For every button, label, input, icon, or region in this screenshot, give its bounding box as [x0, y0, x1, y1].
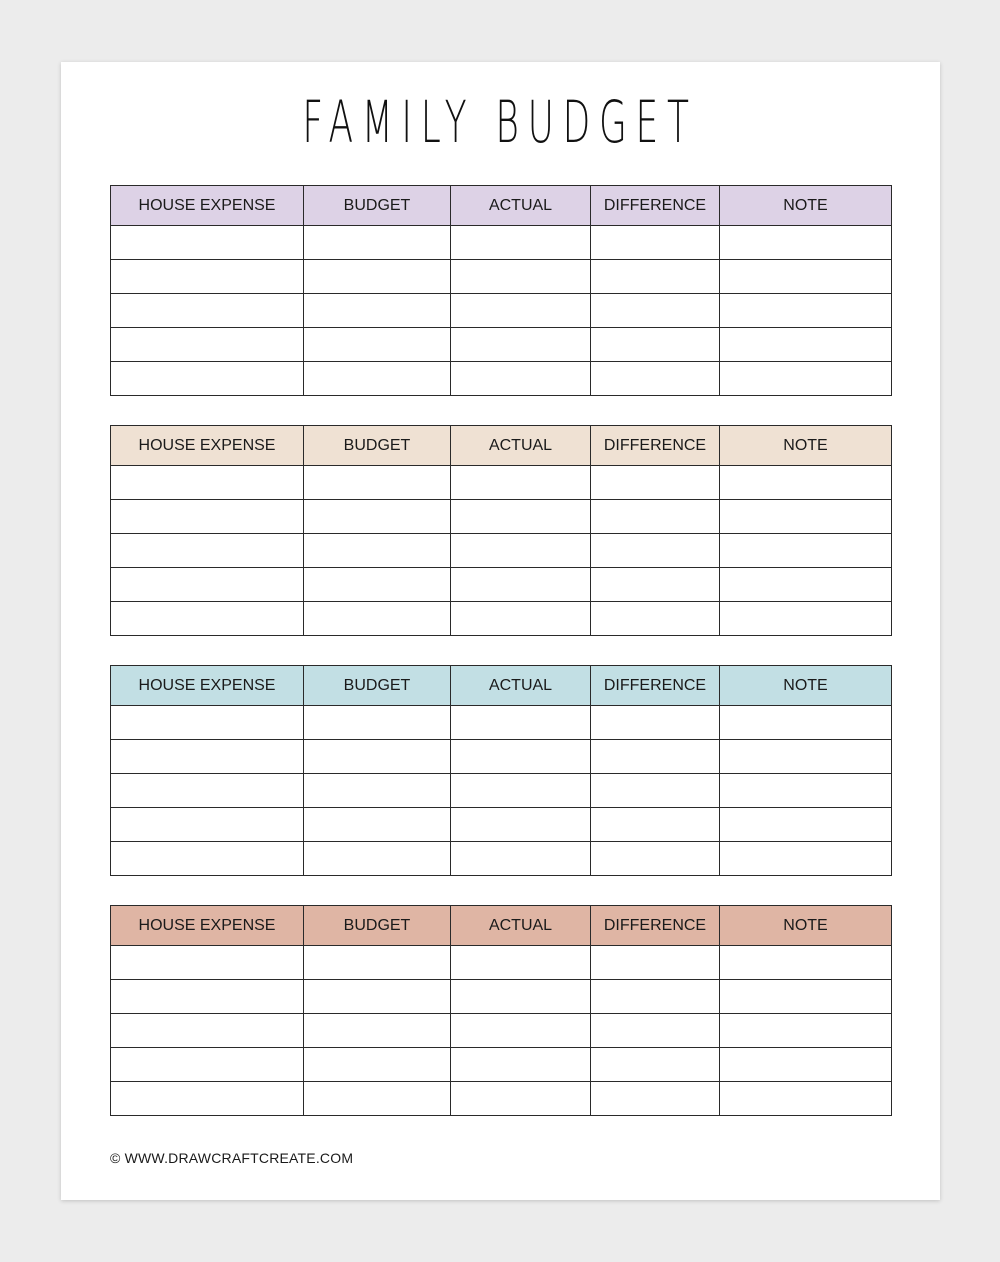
difference-cell[interactable]	[591, 466, 720, 500]
actual-cell[interactable]	[451, 842, 591, 876]
actual-cell[interactable]	[451, 1082, 591, 1116]
difference-cell[interactable]	[591, 362, 720, 396]
table-row	[111, 226, 892, 260]
budget-cell[interactable]	[304, 226, 451, 260]
house-expense-cell[interactable]	[111, 226, 304, 260]
house-expense-cell[interactable]	[111, 808, 304, 842]
column-header-difference: DIFFERENCE	[591, 666, 720, 706]
table-header-row	[111, 426, 892, 466]
difference-cell[interactable]	[591, 980, 720, 1014]
house-expense-cell[interactable]	[111, 534, 304, 568]
actual-cell[interactable]	[451, 534, 591, 568]
note-cell[interactable]	[720, 706, 892, 740]
difference-cell[interactable]	[591, 226, 720, 260]
difference-cell[interactable]	[591, 328, 720, 362]
note-cell[interactable]	[720, 1048, 892, 1082]
house-expense-cell[interactable]	[111, 980, 304, 1014]
difference-cell[interactable]	[591, 808, 720, 842]
column-header-actual: ACTUAL	[451, 666, 591, 706]
house-expense-cell[interactable]	[111, 328, 304, 362]
note-cell[interactable]	[720, 1082, 892, 1116]
budget-cell[interactable]	[304, 568, 451, 602]
column-header-budget: BUDGET	[304, 426, 451, 466]
house-expense-cell[interactable]	[111, 1048, 304, 1082]
note-cell[interactable]	[720, 294, 892, 328]
budget-cell[interactable]	[304, 946, 451, 980]
note-cell[interactable]	[720, 740, 892, 774]
budget-table-1	[110, 185, 892, 396]
table-body	[111, 466, 892, 636]
house-expense-cell[interactable]	[111, 740, 304, 774]
table-body	[111, 946, 892, 1116]
note-cell[interactable]	[720, 260, 892, 294]
house-expense-cell[interactable]	[111, 774, 304, 808]
actual-cell[interactable]	[451, 226, 591, 260]
table-header-row	[111, 666, 892, 706]
table-header-row	[111, 186, 892, 226]
difference-cell[interactable]	[591, 534, 720, 568]
actual-cell[interactable]	[451, 980, 591, 1014]
budget-cell[interactable]	[304, 294, 451, 328]
budget-cell[interactable]	[304, 774, 451, 808]
note-cell[interactable]	[720, 842, 892, 876]
house-expense-cell[interactable]	[111, 500, 304, 534]
actual-cell[interactable]	[451, 602, 591, 636]
column-header-budget: BUDGET	[304, 666, 451, 706]
column-header-house-expense: HOUSE EXPENSE	[111, 186, 304, 226]
table-row	[111, 362, 892, 396]
table-row	[111, 774, 892, 808]
actual-cell[interactable]	[451, 500, 591, 534]
table-row	[111, 706, 892, 740]
difference-cell[interactable]	[591, 294, 720, 328]
column-header-budget: BUDGET	[304, 906, 451, 946]
column-header-difference: DIFFERENCE	[591, 426, 720, 466]
budget-table-4	[110, 905, 892, 1116]
difference-cell[interactable]	[591, 1082, 720, 1116]
difference-cell[interactable]	[591, 602, 720, 636]
actual-cell[interactable]	[451, 946, 591, 980]
difference-cell[interactable]	[591, 1048, 720, 1082]
table-row	[111, 1082, 892, 1116]
difference-cell[interactable]	[591, 1014, 720, 1048]
note-cell[interactable]	[720, 774, 892, 808]
budget-cell[interactable]	[304, 602, 451, 636]
budget-cell[interactable]	[304, 328, 451, 362]
house-expense-cell[interactable]	[111, 1014, 304, 1048]
actual-cell[interactable]	[451, 740, 591, 774]
difference-cell[interactable]	[591, 500, 720, 534]
note-cell[interactable]	[720, 328, 892, 362]
note-cell[interactable]	[720, 1014, 892, 1048]
difference-cell[interactable]	[591, 946, 720, 980]
page-title: FAMILY BUDGET	[302, 88, 698, 156]
note-cell[interactable]	[720, 602, 892, 636]
table-row	[111, 500, 892, 534]
budget-cell[interactable]	[304, 740, 451, 774]
actual-cell[interactable]	[451, 568, 591, 602]
note-cell[interactable]	[720, 500, 892, 534]
table-row	[111, 980, 892, 1014]
budget-table-3	[110, 665, 892, 876]
table-row	[111, 946, 892, 980]
difference-cell[interactable]	[591, 260, 720, 294]
note-cell[interactable]	[720, 534, 892, 568]
table-row	[111, 1048, 892, 1082]
actual-cell[interactable]	[451, 706, 591, 740]
note-cell[interactable]	[720, 980, 892, 1014]
note-cell[interactable]	[720, 946, 892, 980]
difference-cell[interactable]	[591, 842, 720, 876]
house-expense-cell[interactable]	[111, 260, 304, 294]
house-expense-cell[interactable]	[111, 842, 304, 876]
actual-cell[interactable]	[451, 1048, 591, 1082]
budget-cell[interactable]	[304, 1048, 451, 1082]
column-header-house-expense: HOUSE EXPENSE	[111, 666, 304, 706]
column-header-difference: DIFFERENCE	[591, 906, 720, 946]
house-expense-cell[interactable]	[111, 706, 304, 740]
table-row	[111, 842, 892, 876]
table-row	[111, 740, 892, 774]
budget-cell[interactable]	[304, 980, 451, 1014]
difference-cell[interactable]	[591, 774, 720, 808]
budget-cell[interactable]	[304, 842, 451, 876]
house-expense-cell[interactable]	[111, 946, 304, 980]
table-row	[111, 602, 892, 636]
house-expense-cell[interactable]	[111, 1082, 304, 1116]
difference-cell[interactable]	[591, 706, 720, 740]
table-header-row	[111, 906, 892, 946]
table-body	[111, 706, 892, 876]
budget-cell[interactable]	[304, 260, 451, 294]
note-cell[interactable]	[720, 568, 892, 602]
table-row	[111, 1014, 892, 1048]
column-header-note: NOTE	[720, 186, 892, 226]
actual-cell[interactable]	[451, 294, 591, 328]
column-header-difference: DIFFERENCE	[591, 186, 720, 226]
house-expense-cell[interactable]	[111, 362, 304, 396]
actual-cell[interactable]	[451, 1014, 591, 1048]
actual-cell[interactable]	[451, 362, 591, 396]
note-cell[interactable]	[720, 466, 892, 500]
actual-cell[interactable]	[451, 466, 591, 500]
column-header-note: NOTE	[720, 906, 892, 946]
column-header-actual: ACTUAL	[451, 906, 591, 946]
house-expense-cell[interactable]	[111, 466, 304, 500]
column-header-house-expense: HOUSE EXPENSE	[111, 426, 304, 466]
budget-cell[interactable]	[304, 1082, 451, 1116]
table-row	[111, 260, 892, 294]
column-header-actual: ACTUAL	[451, 426, 591, 466]
table-row	[111, 534, 892, 568]
column-header-house-expense: HOUSE EXPENSE	[111, 906, 304, 946]
house-expense-cell[interactable]	[111, 602, 304, 636]
copyright-footer: © WWW.DRAWCRAFTCREATE.COM	[110, 1150, 354, 1166]
table-body	[111, 226, 892, 396]
actual-cell[interactable]	[451, 260, 591, 294]
actual-cell[interactable]	[451, 328, 591, 362]
difference-cell[interactable]	[591, 568, 720, 602]
budget-cell[interactable]	[304, 808, 451, 842]
table-row	[111, 294, 892, 328]
budget-cell[interactable]	[304, 362, 451, 396]
house-expense-cell[interactable]	[111, 568, 304, 602]
table-row	[111, 328, 892, 362]
budget-cell[interactable]	[304, 500, 451, 534]
table-row	[111, 808, 892, 842]
note-cell[interactable]	[720, 808, 892, 842]
difference-cell[interactable]	[591, 740, 720, 774]
actual-cell[interactable]	[451, 774, 591, 808]
column-header-note: NOTE	[720, 666, 892, 706]
table-row	[111, 466, 892, 500]
house-expense-cell[interactable]	[111, 294, 304, 328]
budget-cell[interactable]	[304, 1014, 451, 1048]
column-header-actual: ACTUAL	[451, 186, 591, 226]
table-row	[111, 568, 892, 602]
column-header-note: NOTE	[720, 426, 892, 466]
actual-cell[interactable]	[451, 808, 591, 842]
budget-cell[interactable]	[304, 466, 451, 500]
budget-cell[interactable]	[304, 534, 451, 568]
note-cell[interactable]	[720, 362, 892, 396]
column-header-budget: BUDGET	[304, 186, 451, 226]
budget-table-2	[110, 425, 892, 636]
budget-cell[interactable]	[304, 706, 451, 740]
note-cell[interactable]	[720, 226, 892, 260]
